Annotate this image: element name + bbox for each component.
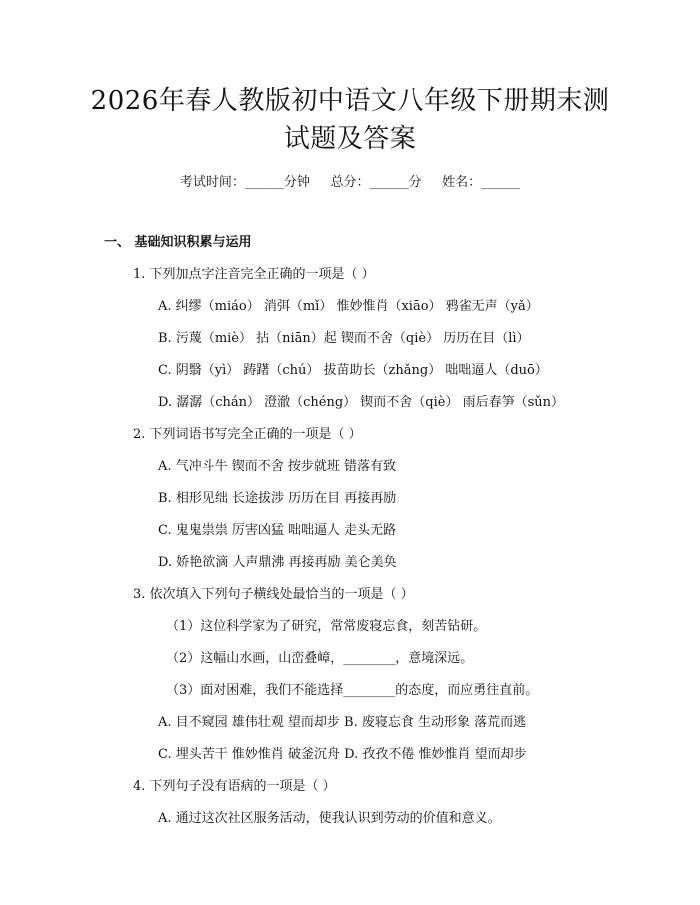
question-2-option-a: A. 气冲斗牛 锲而不舍 按步就班 错落有致 xyxy=(158,459,397,474)
question-1-stem: 1. 下列加点字注音完全正确的一项是（ ） xyxy=(133,267,375,282)
question-4-option-a: A. 通过这次社区服务活动，使我认识到劳动的价值和意义。 xyxy=(158,811,501,826)
question-2-option-b: B. 相形见绌 长途拔涉 历历在目 再接再励 xyxy=(158,491,397,506)
question-1-option-b: B. 污蔑（miè） 拈（niān）起 锲而不舍（qiè） 历历在目（lì） xyxy=(158,331,530,346)
question-1-option-d: D. 潺潺（chán） 澄澈（chéng） 锲而不舍（qiè） 雨后春笋（sǔn） xyxy=(158,395,565,410)
question-3-sentence-1: （1）这位科学家为了研究，常常废寝忘食，刻苦钻研。 xyxy=(166,619,487,634)
page-title-line-1: 2026年春人教版初中语文八年级下册期末测 xyxy=(90,86,610,116)
question-2-option-d: D. 娇艳欲滴 人声鼎沸 再接再励 美仑美奂 xyxy=(158,555,397,570)
exam-meta-line: 考试时间：______分钟 总分：______分 姓名：______ xyxy=(179,175,521,190)
question-3-sentence-2: （2）这幅山水画，山峦叠嶂，________，意境深远。 xyxy=(166,651,474,666)
question-3-options-cd: C. 埋头苦干 惟妙惟肖 破釜沉舟 D. 孜孜不倦 惟妙惟肖 望而却步 xyxy=(158,747,527,762)
question-2-stem: 2. 下列词语书写完全正确的一项是（ ） xyxy=(133,427,362,442)
page-title-line-2: 试题及答案 xyxy=(283,124,417,154)
section-heading: 一、 基础知识积累与运用 xyxy=(104,235,252,250)
question-1-option-a: A. 纠缪（miáo） 消弭（mǐ） 惟妙惟肖（xiāo） 鸦雀无声（yǎ） xyxy=(158,299,539,314)
question-1-option-c: C. 阴翳（yì） 踌躇（chú） 拔苗助长（zhǎng） 咄咄逼人（duō） xyxy=(158,363,548,378)
question-2-option-c: C. 鬼鬼祟祟 厉害凶猛 咄咄逼人 走头无路 xyxy=(158,523,397,538)
question-3-options-ab: A. 目不窥园 雄伟壮观 望而却步 B. 废寝忘食 生动形象 落荒而逃 xyxy=(158,715,527,730)
question-3-stem: 3. 依次填入下列句子横线处最恰当的一项是（ ） xyxy=(133,587,414,602)
question-3-sentence-3: （3）面对困难，我们不能选择________的态度，而应勇往直前。 xyxy=(166,683,539,698)
question-4-stem: 4. 下列句子没有语病的一项是（ ） xyxy=(133,779,336,794)
